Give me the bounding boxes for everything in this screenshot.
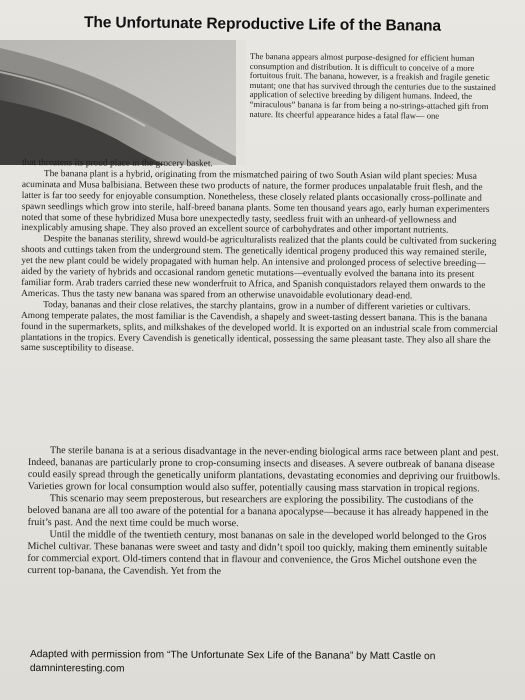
banana-photo: [0, 40, 246, 165]
article-title: The Unfortunate Reproductive Life of the Banana: [83, 14, 442, 35]
article-body-upper: [21, 158, 500, 357]
paragraph-hybrid-origin: The banana plant is a hybrid, originating from the mismatched pairing of two South Asian wild plant species: Musa acuminata and Musa balbisiana. Between these two products of nature, the former produces unpalatable fruit flesh, and the latter is far too seedy for enjoyable consumption. Nonetheless, these closely related plants occasionally cross-pollinate and spawn seedlings which grow into sterile, half-breed banana plants. Some ten thousand years ago, early human experimenters noted that some of these hybridized Musa bore unexpectedly tasty, seedless fruit with an unheard-of yellowness and inexplicably amusing shape. They also proved an excellent source of carbohydrates and other important nutrients.: [21, 169, 490, 237]
intro-paragraph: The banana appears almost purpose-designed for efficient human consumption and distribution. It is difficult to conceive of a more fortuitous fruit. The banana, however, is a freakish and fragile genetic mutant; one that has survived through the centuries due to the sustained application of selective breeding by diligent humans. Indeed, the “miraculous” banana is far from being a no-strings-attached gift from nature. Its cheerful appearance hides a fatal flaw— one: [249, 51, 496, 121]
paragraph-gros-michel: Until the middle of the twentieth century, most bananas on sale in the developed world belonged to the Gros Michel cultivar. These bananas were sweet and tasty and didn’t spoil too quickly, making them eminently suitable for commercial export. Old-timers contend that in flavour and convenience, the Gros Michel outshone even the current top-banana, the Cavendish. Yet from the: [27, 529, 488, 578]
paragraph-apocalypse: This scenario may seem preposterous, but researchers are exploring the possibility. The custodians of the beloved banana are all too aware of the potential for a banana apocalypse—because it has already happened in the fruit’s past. And the next time could be much worse.: [27, 493, 489, 530]
paragraph-cultivars: Today, bananas and their close relatives, the starchy plantains, grow in a number of different varieties or cultivars. Among temperate palates, the most familiar is the Cavendish, a shapely and sweet-tasting dessert banana. This is the banana found in the supermarkets, splits, and milkshakes of the developed world. It is exported on an industrial scale from commercial plantations in the tropics. Every Cavendish is genetically identical, possessing the same pleasant taste. They also all share the same susceptibility to disease.: [20, 299, 498, 355]
intro-continuation: that threatens its proud place in the grocery basket.: [21, 158, 213, 170]
paragraph-cultivation: Despite the bananas sterility, shrewd would-be agriculturalists realized that the plants could be cultivated from suckering shoots and cuttings taken from the underground stem. The genetically identical progeny produced this way remained sterile, yet the new plant could be widely propagated with human help. An intensive and prolonged process of selective breeding—aided by the variety of hybrids and occasional random genetic mutations—eventually evolved the banana into its present familiar form. Arab traders carried these new wonderfruit to Africa, and Spanish conquistadors relayed them onwards to the Americas. Thus the tasty new banana was spared from an otherwise unavoidable evolutionary dead-end.: [21, 234, 497, 302]
intro-text: [249, 52, 500, 121]
paragraph-disease: The sterile banana is at a serious disadvantage in the never-ending biological arms race between plant and pest. Indeed, bananas are particularly prone to crop-consuming insects and diseases. A severe outbreak of banana disease could easily spread through the genetically uniform plantations, devastating economies and depriving our fruitbowls. Varieties grown for local consumption would also suffer, potentially causing mass starvation in tropical regions.: [27, 445, 501, 495]
article-body-lower: [27, 445, 502, 580]
credit-line: Adapted with permission from “The Unfortunate Sex Life of the Banana” by Matt Castle on damninteresting.com: [29, 649, 436, 674]
source-credit: [30, 648, 500, 677]
